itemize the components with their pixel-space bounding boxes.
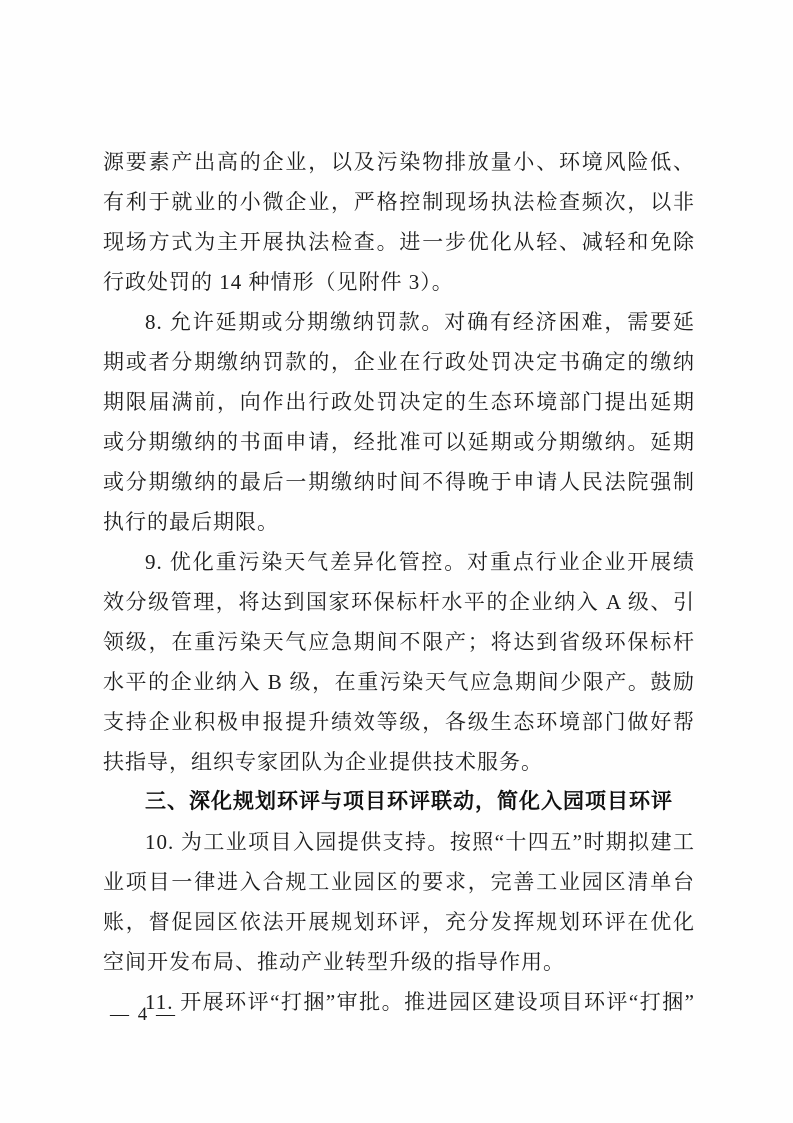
paragraph-item-8: 8. 允许延期或分期缴纳罚款。对确有经济困难，需要延期或者分期缴纳罚款的，企业在行政处罚决定书确定的缴纳期限届满前，向作出行政处罚决定的生态环境部门提出延期或分期缴纳的书面申请，经批准可以延期或分期缴纳。延期或分期缴纳的最后一期缴纳时间不得晚于申请人民法院强制执行的最后期限。 <box>103 310 695 534</box>
paragraph-item-11: 11. 开展环评“打捆”审批。推进园区建设项目环评“打捆” <box>145 990 695 1014</box>
paragraph-7-continuation: 源要素产出高的企业，以及污染物排放量小、环境风险低、有利于就业的小微企业，严格控制现场执法检查频次，以非现场方式为主开展执法检查。进一步优化从轻、减轻和免除行政处罚的 14 种情形（见附件 3）。 <box>103 150 695 294</box>
section-heading-part-3: 三、深化规划环评与项目环评联动，简化入园项目环评 <box>145 790 673 813</box>
page-body <box>103 142 695 1022</box>
paragraph-item-9: 9. 优化重污染天气差异化管控。对重点行业企业开展绩效分级管理，将达到国家环保标杆水平的企业纳入 A 级、引领级，在重污染天气应急期间不限产；将达到省级环保标杆水平的企业纳入 B 级，在重污染天气应急期间少限产。鼓励支持企业积极申报提升绩效等级，各级生态环境部门做好帮扶指导，组织专家团队为企业提供技术服务。 <box>103 550 695 774</box>
page-number: — 4 — <box>110 1004 177 1025</box>
paragraph-item-10: 10. 为工业项目入园提供支持。按照“十四五”时期拟建工业项目一律进入合规工业园区的要求，完善工业园区清单台账，督促园区依法开展规划环评，充分发挥规划环评在优化空间开发布局、推动产业转型升级的指导作用。 <box>103 830 695 974</box>
